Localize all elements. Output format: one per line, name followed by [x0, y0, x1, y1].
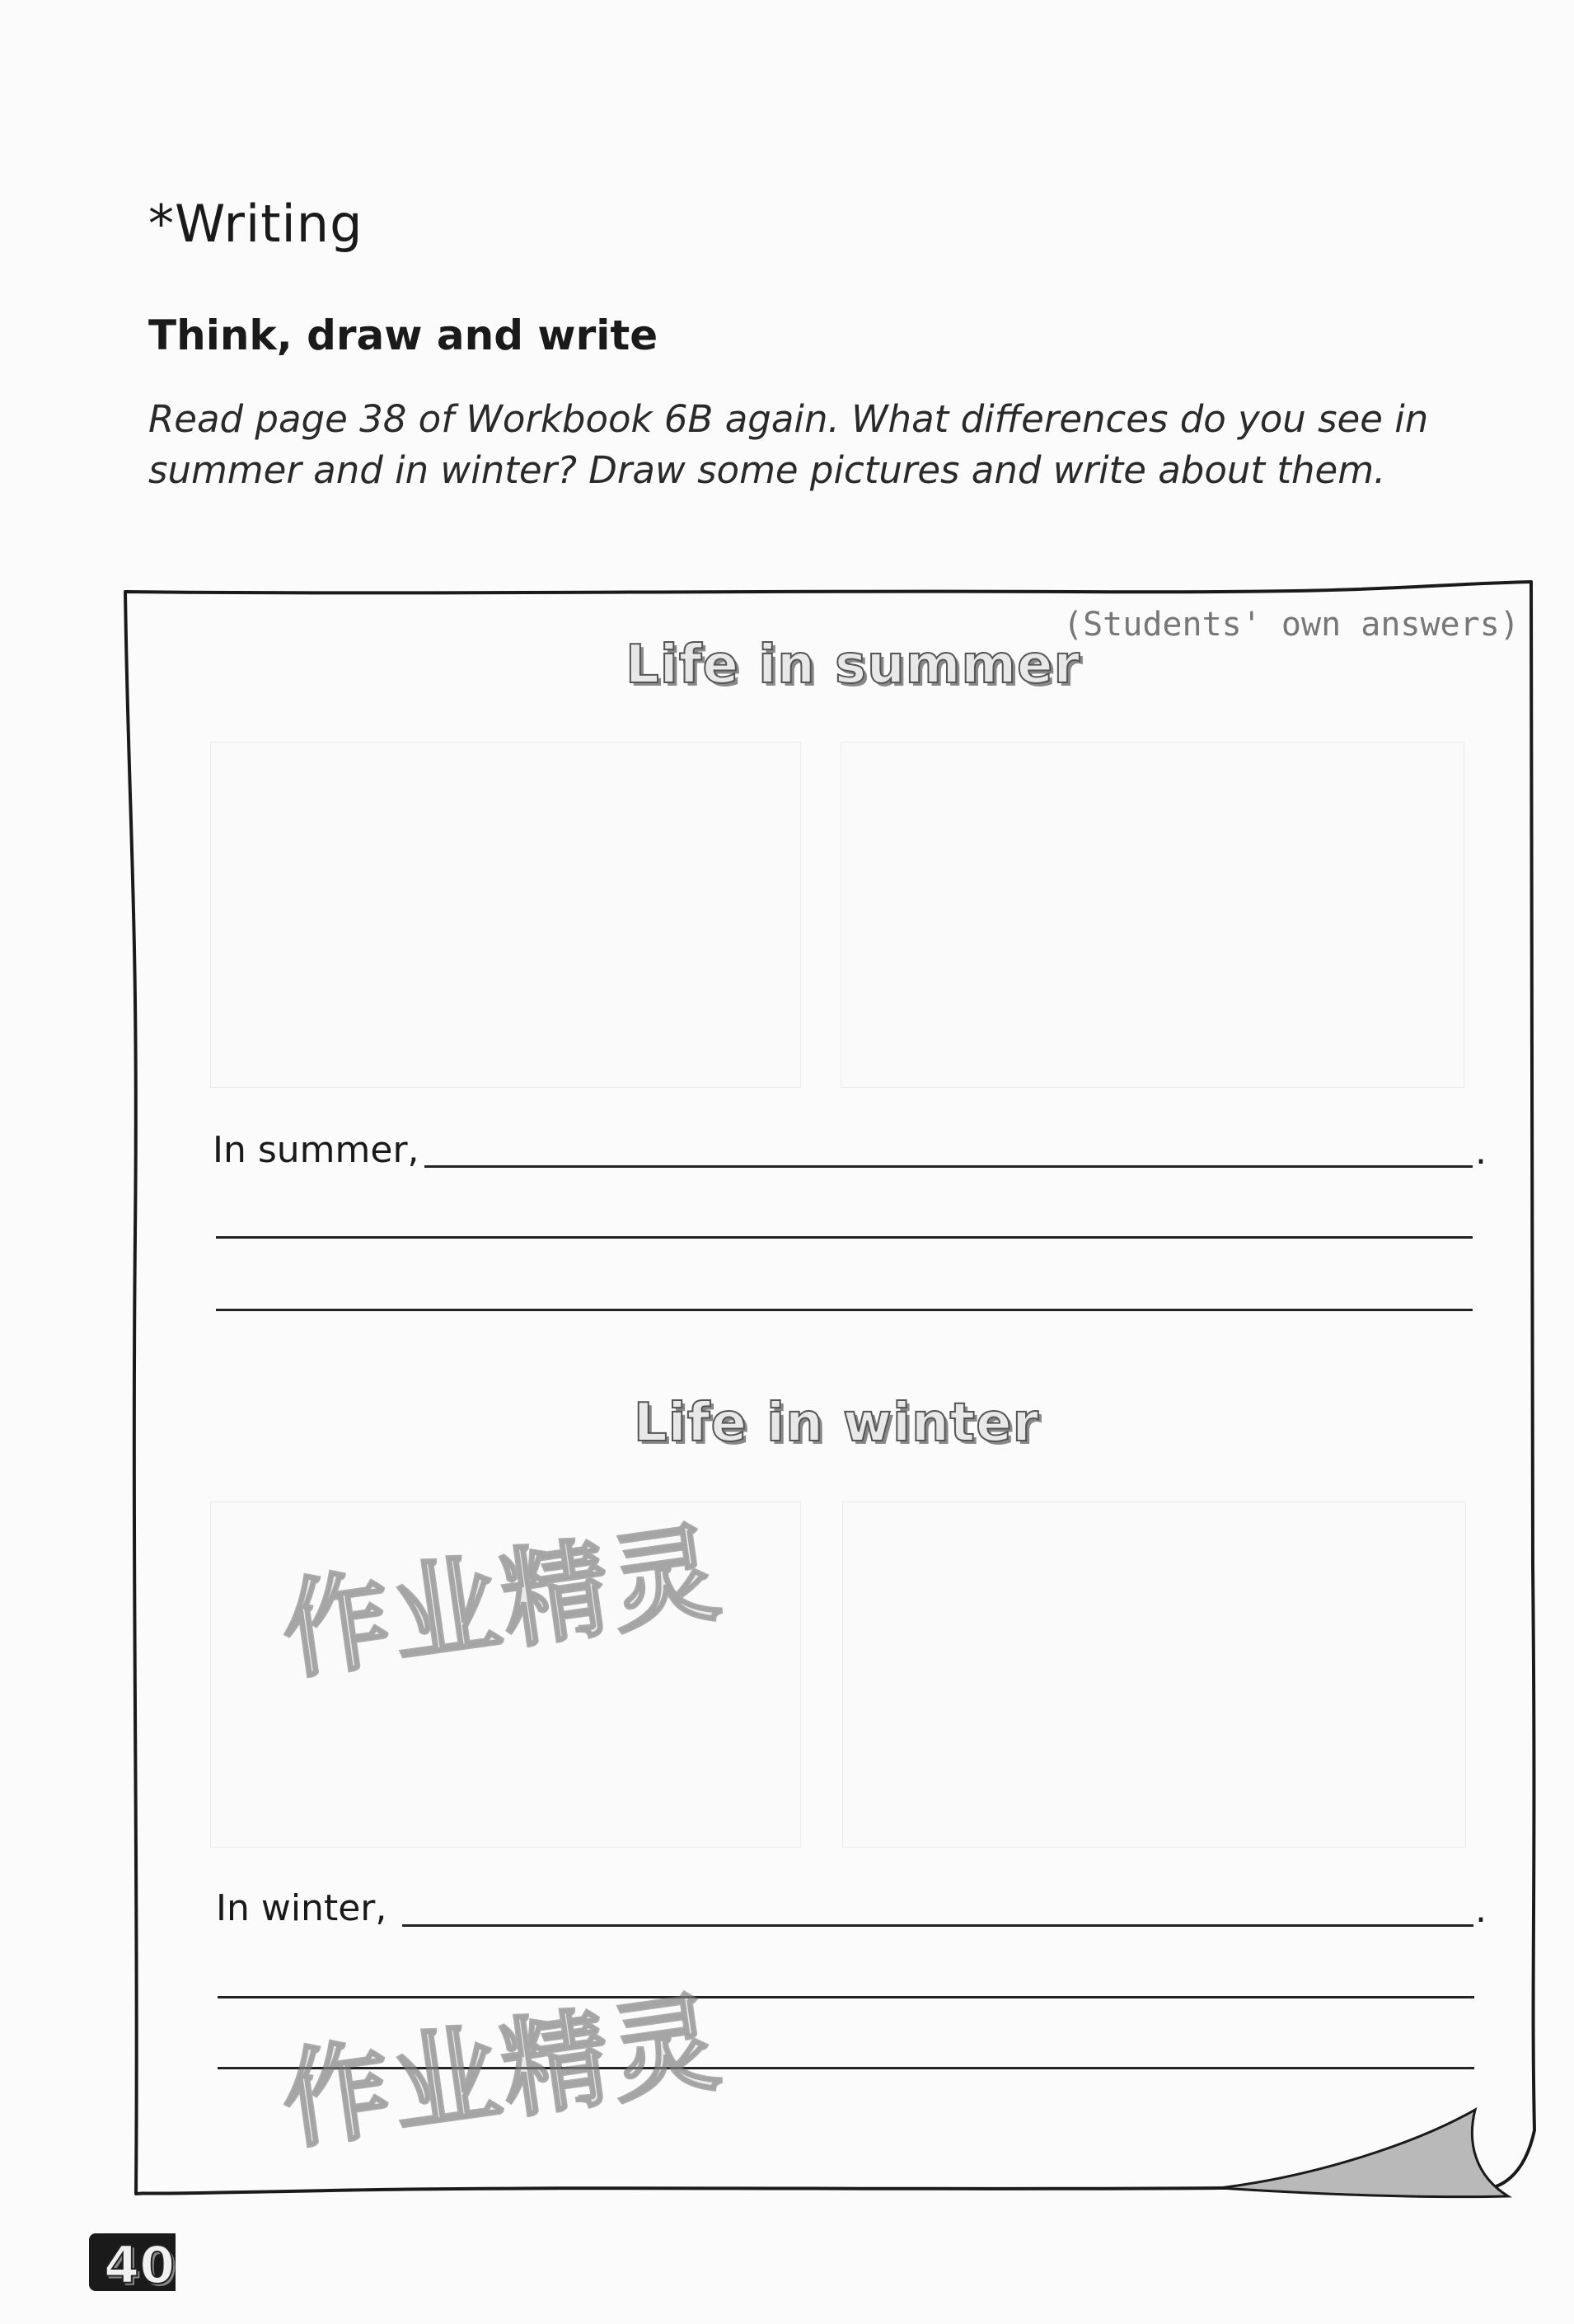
task-instructions: Read page 38 of Workbook 6B again. What differences do you see in summer and in winter? Draw some pictures and write about them. [148, 397, 1429, 492]
watermark-lower: 作业精灵 [274, 1979, 730, 2165]
winter-prompt: In winter, [216, 1887, 387, 1929]
summer-answer-line-2[interactable] [216, 1236, 1473, 1239]
summer-answer-line-3[interactable] [216, 1309, 1473, 1311]
task-heading: Think, draw and write [148, 312, 658, 359]
section-title: *Writing [148, 194, 363, 254]
winter-section-title: Life in winter [633, 1393, 1040, 1454]
curled-corner-icon [1220, 2110, 1508, 2197]
page-number-badge [89, 2233, 176, 2295]
summer-drawing-area-left[interactable] [210, 742, 801, 1088]
winter-drawing-area-right[interactable] [842, 1502, 1466, 1848]
winter-end-mark: . [1475, 1889, 1487, 1931]
answer-note: (Students' own answers) [1063, 606, 1520, 644]
summer-answer-line-1[interactable] [424, 1165, 1473, 1168]
summer-end-mark: . [1475, 1131, 1487, 1173]
summer-drawing-area-right[interactable] [841, 742, 1464, 1088]
summer-section-title: Life in summer [625, 635, 1081, 696]
summer-prompt: In summer, [213, 1129, 419, 1171]
watermark-upper: 作业精灵 [274, 1509, 730, 1695]
page-number: 40 [104, 2235, 176, 2295]
winter-answer-line-1[interactable] [402, 1924, 1473, 1927]
